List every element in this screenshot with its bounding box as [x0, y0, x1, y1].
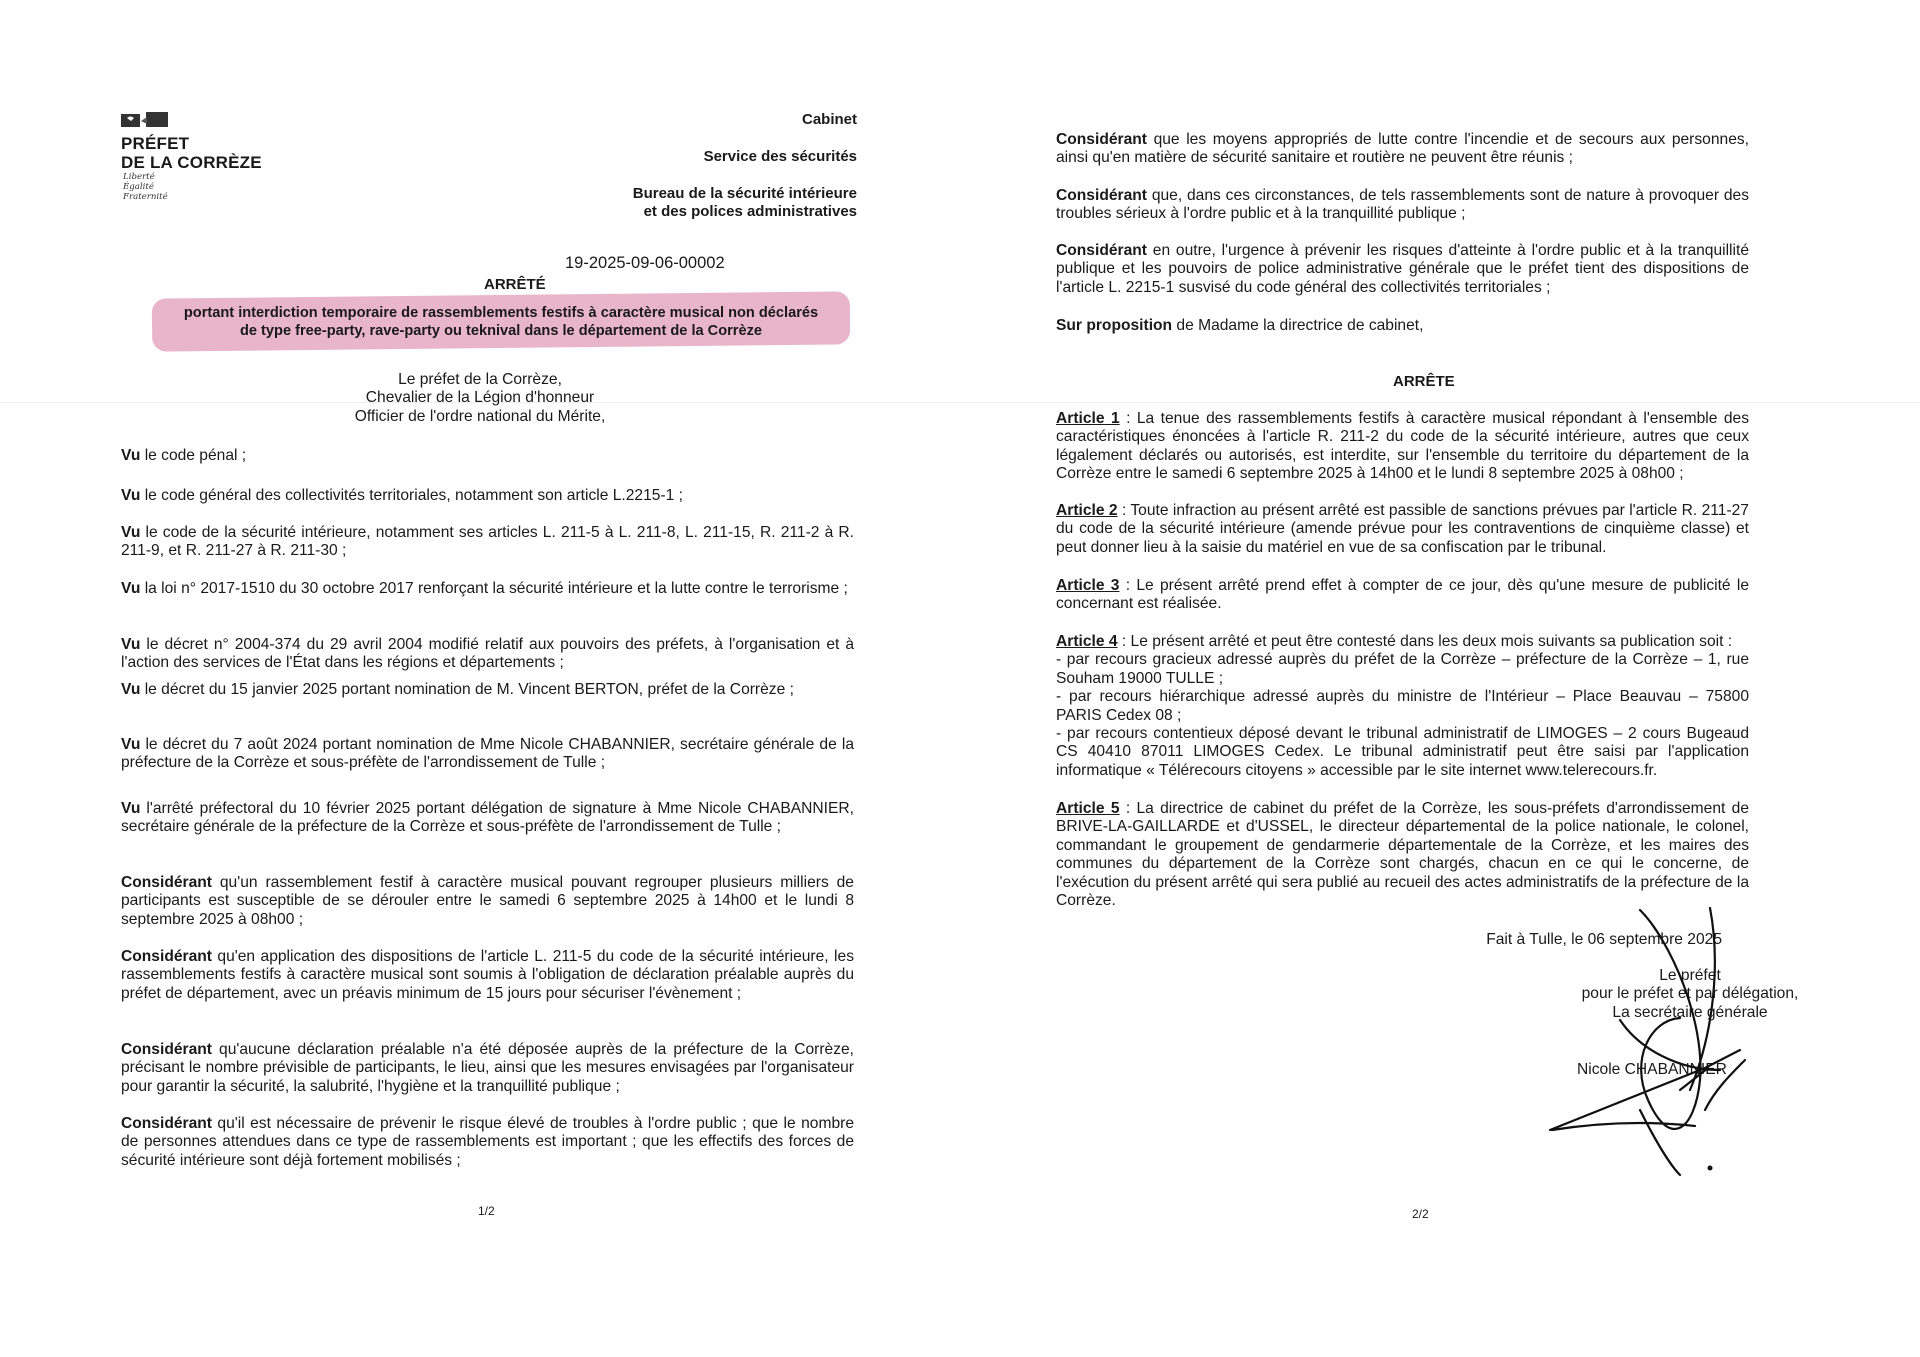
considerant-paragraph: Considérant qu'en application des dispositions de l'article L. 211-5 du code de la sécurité intérieure, les rassemblements festifs à caractère musical sont soumis à l'obligation de déclaration préalable auprès du préfet de département, avec un préavis minimum de 15 jours pour sécuriser l'évènement ;: [121, 948, 854, 1002]
document-page-2: [960, 0, 1920, 1357]
arrete-subject-line2: de type free-party, rave-party ou teknival dans le département de la Corrèze: [239, 323, 763, 339]
vu-paragraph: Vu le décret du 15 janvier 2025 portant nomination de M. Vincent BERTON, préfet de la Corrèze ;: [121, 681, 794, 698]
proposition-paragraph: Sur proposition de Madame la directrice de cabinet,: [1056, 317, 1424, 334]
considerant-paragraph: Considérant que les moyens appropriés de lutte contre l'incendie et de secours aux personnes, ainsi qu'en matière de sécurité sanitaire et routière ne peuvent être réunis ;: [1056, 131, 1749, 167]
motto-fraternite: Fraternité: [123, 192, 168, 202]
marianne-logo-icon: [121, 112, 169, 128]
considerant-paragraph: Considérant en outre, l'urgence à prévenir les risques d'atteinte à l'ordre public et à la tranquillité publique et les pouvoirs de police administrative générale que le préfet tient des dispositions de l'article L. 2215-1 susvisé du code général des collectivités territoriales ;: [1056, 242, 1749, 296]
vu-paragraph: Vu le code de la sécurité intérieure, notamment ses articles L. 211-5 à L. 211-8, L. 211-15, R. 211-2 à R. 211-9, et R. 211-27 à R. 211-30 ;: [121, 524, 854, 560]
republic-motto: [123, 172, 168, 202]
header-bureau-line2: et des polices administratives: [643, 203, 857, 220]
article-4-item: - par recours gracieux adressé auprès du préfet de la Corrèze – préfecture de la Corrèze – 1, rue Souham 19000 TULLE ;: [1056, 651, 1749, 687]
vu-paragraph: Vu l'arrêté préfectoral du 10 février 2025 portant délégation de signature à Mme Nicole CHABANNIER, secrétaire générale de la préfecture de la Corrèze et sous-préfète de l'arrondissement de Tulle ;: [121, 800, 854, 836]
arrete-subject-line1: portant interdiction temporaire de rassemblements festifs à caractère musical non déclarés: [183, 305, 819, 321]
prefet-intro: [310, 371, 650, 426]
prefet-intro-line3: Officier de l'ordre national du Mérite,: [354, 407, 606, 425]
arrete-decision-heading: ARRÊTE: [1393, 373, 1455, 390]
article-2: Article 2 : Toute infraction au présent arrêté est passible de sanctions prévues par l'article R. 211-27 du code de la sécurité intérieure (amende prévue pour les contraventions de cinquième classe) et peut donner lieu à la saisie du matériel en vue de sa confiscation par le tribunal.: [1056, 502, 1749, 556]
arrete-heading: ARRÊTÉ: [484, 276, 546, 293]
arrete-subject: [150, 304, 852, 340]
considerant-paragraph: Considérant que, dans ces circonstances, de tels rassemblements sont de nature à provoquer des troubles sérieux à l'ordre public et à la tranquillité publique ;: [1056, 187, 1749, 223]
signature-line1: Le préfet: [1659, 967, 1721, 984]
prefecture-title: [121, 134, 262, 172]
page-number: 1/2: [478, 1204, 495, 1218]
prefecture-title-line1: PRÉFET: [121, 134, 190, 153]
motto-liberte: Liberté: [123, 172, 155, 182]
signature-place-date: Fait à Tulle, le 06 septembre 2025: [1486, 931, 1722, 948]
vu-paragraph: Vu la loi n° 2017-1510 du 30 octobre 2017 renforçant la sécurité intérieure et la lutte contre le terrorisme ;: [121, 580, 848, 597]
header-cabinet: Cabinet: [801, 111, 857, 128]
signatory-name: Nicole CHABANNIER: [1577, 1061, 1727, 1078]
signature-line3: La secrétaire générale: [1612, 1003, 1768, 1021]
prefet-intro-line1: Le préfet de la Corrèze,: [398, 371, 562, 388]
article-4-item: - par recours contentieux déposé devant le tribunal administratif de LIMOGES – 2 cours Bugeaud CS 40410 87011 LIMOGES Cedex. Le tribunal administratif peut être saisi par l'application informatique « Télérecours citoyens » accessible par le site internet www.telerecours.fr.: [1056, 725, 1749, 779]
article-4-item: - par recours hiérarchique adressé auprès du ministre de l'Intérieur – Place Beauvau – 75800 PARIS Cedex 08 ;: [1056, 688, 1749, 724]
reference-number: 19-2025-09-06-00002: [565, 254, 725, 272]
prefet-intro-line2: Chevalier de la Légion d'honneur: [365, 389, 595, 407]
vu-paragraph: Vu le décret du 7 août 2024 portant nomination de Mme Nicole CHABANNIER, secrétaire générale de la préfecture de la Corrèze et sous-préfète de l'arrondissement de Tulle ;: [121, 736, 854, 772]
considerant-paragraph: Considérant qu'il est nécessaire de prévenir le risque élevé de troubles à l'ordre public ; que le nombre de personnes attendues dans ce type de rassemblements est important ; que les effectifs des forces de sécurité intérieure sont déjà fortement mobilisés ;: [121, 1115, 854, 1169]
header-service: Service des sécurités: [703, 148, 857, 165]
considerant-paragraph: Considérant qu'un rassemblement festif à caractère musical pouvant regrouper plusieurs milliers de participants est susceptible de se dérouler entre le samedi 6 septembre 2025 à 14h00 et le lundi 8 septembre 2025 à 08h00 ;: [121, 874, 854, 928]
signature-line2: pour le préfet et par délégation,: [1581, 985, 1799, 1003]
vu-paragraph: Vu le code général des collectivités territoriales, notamment son article L.2215-1 ;: [121, 487, 683, 504]
vu-paragraph: Vu le décret n° 2004-374 du 29 avril 2004 modifié relatif aux pouvoirs des préfets, à l'organisation et à l'action des services de l'État dans les régions et départements ;: [121, 636, 854, 672]
prefecture-title-line2: DE LA CORRÈZE: [121, 153, 262, 172]
considerant-paragraph: Considérant qu'aucune déclaration préalable n'a été déposée auprès de la préfecture de la Corrèze, précisant le nombre prévisible de participants, le lieu, ainsi que les mesures envisagées par l'organisateur pour garantir la sécurité, la salubrité, l'hygiène et la tranquillité publique ;: [121, 1041, 854, 1095]
signature-block: [1540, 967, 1840, 1022]
article-5: Article 5 : La directrice de cabinet du préfet de la Corrèze, les sous-préfets d'arrondissement de BRIVE-LA-GAILLARDE et d'USSEL, le directeur départemental de la police nationale, le colonel, commandant le groupement de gendarmerie départementale de la Corrèze, et les maires des communes du département de la Corrèze sont chargés, chacun en ce qui le concerne, de l'exécution du présent arrêté qui sera publié au recueil des actes administratifs de la préfecture de la Corrèze.: [1056, 800, 1749, 910]
vu-paragraph: Vu le code pénal ;: [121, 447, 247, 464]
header-bureau-line1: Bureau de la sécurité intérieure: [632, 185, 857, 202]
motto-egalite: Égalité: [123, 182, 154, 192]
article-4: Article 4 : Le présent arrêté et peut être contesté dans les deux mois suivants sa publication soit : - par recours gracieux adressé auprès du préfet de la Corrèze – préfecture de la Corrèze – 1, rue Souham 19000 TULLE ; - par recours hiérarchique adressé auprès du ministre de l'Intérieur – Place Beauvau – 75800 PARIS Cedex 08 ; - par recours contentieux déposé devant le tribunal administratif de LIMOGES – 2 cours Bugeaud CS 40410 87011 LIMOGES Cedex. Le tribunal administratif peut être saisi par l'application informatique « Télérecours citoyens » accessible par le site internet www.telerecours.fr.: [1056, 633, 1749, 779]
article-1: Article 1 : La tenue des rassemblements festifs à caractère musical répondant à l'ensemble des caractéristiques énoncées à l'article R. 211-2 du code de la sécurité intérieure, autres que ceux légalement déclarés ou autorisés, est interdite, sur l'ensemble du territoire du département de la Corrèze entre le samedi 6 septembre 2025 à 14h00 et le lundi 8 septembre 2025 à 08h00 ;: [1056, 410, 1749, 483]
page-number: 2/2: [1412, 1207, 1429, 1221]
header-bureau: [633, 185, 857, 221]
article-3: Article 3 : Le présent arrêté prend effet à compter de ce jour, dès qu'une mesure de publicité le concernant est réalisée.: [1056, 577, 1749, 613]
